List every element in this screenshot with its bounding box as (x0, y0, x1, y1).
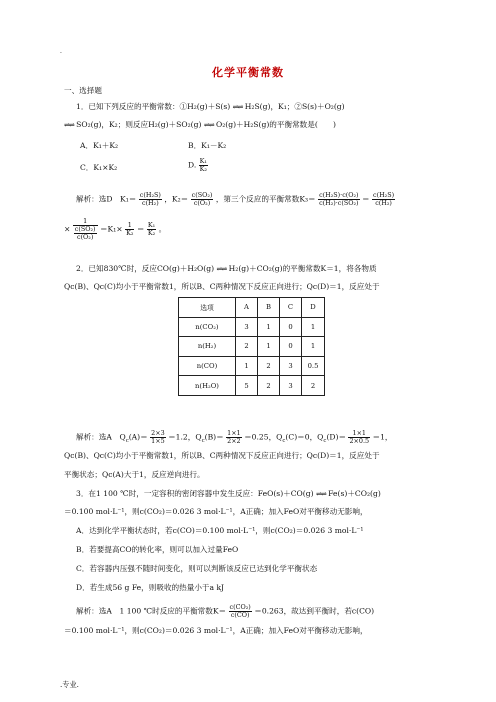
q2-exp-b: ＝1.2，Q (168, 432, 202, 442)
fraction-denominator: 2×0.5 (349, 437, 370, 445)
q2-line1a-text: 2．已知830℃时，反应CO(g)＋H₂O(g) (76, 264, 215, 273)
subscript: c (201, 437, 205, 444)
table-cell: n(CO) (179, 356, 236, 376)
q2-explanation-line1 (76, 430, 393, 445)
table-cell: 3 (280, 376, 302, 396)
inner-fraction (74, 226, 97, 241)
q3-option-a: A．达到化学平衡状态时，若c(CO)＝0.100 mol·L⁻¹，则c(CO₂)＝0.026 3 mol·L⁻¹ (76, 526, 364, 535)
k3-fraction-2 (372, 192, 395, 207)
result-fraction (147, 222, 156, 237)
equilibrium-arrow-icon: ⇌⇌ (64, 121, 74, 129)
q1-line2b-text: O₂(g)＋H₂S(g)的平衡常数是( ) (215, 120, 336, 129)
table-cell: 0.5 (302, 356, 325, 376)
equilibrium-arrow-icon: ⇌⇌ (316, 490, 326, 498)
fraction-denominator: c(H₂)·c(SO₂) (319, 199, 359, 207)
fraction-numerator: 1 (73, 218, 98, 226)
subscript: c (125, 437, 129, 444)
table-cell: 1 (302, 337, 325, 357)
page-footer: .专业. (60, 680, 79, 689)
table-cell: 3 (236, 317, 258, 337)
q3-exp-b: ＝0.263，故达到平衡时，若c(CO) (254, 606, 375, 616)
q3-option-d: D．若生成56 g Fe，则吸收的热量小于a kJ (76, 583, 225, 592)
fraction-numerator: K₁ (199, 157, 207, 165)
fraction-denominator: 1×5 (151, 437, 165, 445)
q1-line1 (76, 102, 345, 112)
k1-fraction (139, 192, 162, 207)
q2-line1b-text: H₂(g)＋CO₂(g)的平衡常数K＝1，将各物质 (228, 264, 377, 273)
table-cell: 0 (280, 337, 302, 357)
q3-line1a-text: 3．在1 100 ℃时，一定容积的密闭容器中发生反应：FeO(s)＋CO(g) (76, 489, 314, 498)
fraction-numerator: c(H₂S)·c(O₂) (319, 191, 359, 199)
q1-exp2-b: ＝K₁× (99, 224, 123, 234)
q2-exp-c2: (C)＝0，Q (285, 432, 324, 442)
k-fraction (229, 604, 252, 619)
section-heading: 一、选择题 (64, 86, 102, 95)
q1-line1-text: 1．已知下列反应的平衡常数：①H₂(g)＋S(s) (76, 102, 231, 111)
table-header-cell: 选项 (179, 298, 236, 318)
q1-exp2-d: 。 (158, 224, 167, 234)
fraction-denominator: c(O₂) (193, 199, 211, 207)
q1-explanation-line1 (76, 192, 395, 207)
q3-explanation-line2: ＝0.100 mol·L⁻¹，则c(CO₂)＝0.026 3 mol·L⁻¹，A正确；加入FeO对平衡移动无影响， (64, 626, 368, 635)
q1-option-d (188, 158, 208, 173)
table-header-cell: B (258, 298, 280, 318)
q2-line1 (76, 264, 377, 274)
q3-explanation-line1 (76, 604, 374, 619)
fraction-denominator: K₂ (147, 229, 156, 237)
fraction-numerator: c(SO₂) (74, 225, 96, 233)
table-cell: 1 (258, 317, 280, 337)
q1-option-d-label: D. (188, 160, 197, 170)
qa-fraction (150, 430, 166, 445)
fraction-denominator: c(CO) (230, 611, 250, 619)
q1-option-b: B．K₁－K₂ (188, 141, 227, 150)
q1-exp2-c: ＝ (136, 224, 145, 234)
fraction-denominator: K₂ (126, 229, 134, 237)
subscript: c (282, 437, 286, 444)
q1-option-d-fraction (199, 158, 208, 173)
subscript: c (323, 437, 327, 444)
q1-line2 (64, 120, 336, 130)
equilibrium-arrow-icon: ⇌⇌ (203, 121, 214, 129)
q1-line1b-text: H₂S(g)，K₁；②S(s)＋O₂(g) (244, 102, 345, 111)
fraction-denominator (73, 226, 98, 241)
q2-exp-e: ＝1， (372, 432, 393, 442)
fraction-numerator: c(H₂S) (373, 191, 395, 199)
k3-fraction (318, 192, 359, 207)
fraction-denominator: K₂ (199, 165, 207, 173)
table-row (179, 356, 325, 376)
fraction-numerator: c(SO₂) (191, 191, 213, 199)
q1-option-c: C．K₁×K₂ (80, 163, 118, 172)
header-dot: . (60, 48, 62, 55)
q3-option-b: B．若要提高CO的转化率，则可以加入过量FeO (76, 545, 239, 554)
q1-option-a: A．K₁＋K₂ (80, 141, 119, 150)
table-cell: 2 (236, 337, 258, 357)
table-cell: n(H₂) (179, 337, 236, 357)
q2-line2: Qc(B)、Qc(C)均小于平衡常数1，所以B、C两种情况下反应正向进行；Qc(D)＝1，反应处于 (64, 282, 380, 291)
table-header-row (179, 298, 325, 318)
q3-line1 (76, 489, 381, 499)
table-cell: 1 (302, 317, 325, 337)
q1-exp2-a: × (64, 224, 71, 234)
table-cell: 2 (258, 356, 280, 376)
q2-exp-d2: (D)＝ (326, 432, 347, 442)
fraction-numerator: 1×1 (227, 429, 241, 437)
q2-exp-b2: (B)＝ (204, 432, 224, 442)
q1-exp-a: 解析：选D K₁＝ (76, 194, 137, 204)
q3-line1b-text: Fe(s)＋CO₂(g) (328, 489, 381, 498)
table-header-cell: D (302, 298, 325, 318)
table-row (179, 337, 325, 357)
qd-fraction (348, 430, 370, 445)
equilibrium-arrow-icon: ⇌⇌ (216, 265, 227, 273)
fraction-numerator: K₁ (147, 221, 156, 229)
table-cell: 2 (258, 376, 280, 396)
qb-fraction (226, 430, 242, 445)
q2-exp-a2: (A)＝ (128, 432, 148, 442)
options-table (178, 297, 325, 396)
q3-option-c: C．若容器内压强不随时间变化，则可以判断该反应已达到化学平衡状态 (76, 564, 318, 573)
q2-exp-a: 解析：选A Q (76, 432, 126, 442)
table-header-cell: C (280, 298, 302, 318)
fraction-denominator: c(H₂) (141, 199, 159, 207)
fraction-numerator: c(H₂S) (139, 191, 161, 199)
k2-fraction (191, 192, 214, 207)
fraction-numerator: 2×3 (151, 429, 165, 437)
table-cell: 2 (302, 376, 325, 396)
table-cell: 5 (236, 376, 258, 396)
q2-explanation-line2: Qc(B)、Qc(C)均小于平衡常数1，所以B、C两种情况下反应正向进行；Qc(D)＝1，反应处于 (64, 451, 380, 460)
q1-exp-c: ，第三个反应的平衡常数K₃＝ (215, 194, 316, 204)
q1-exp-b: ，K₂＝ (164, 194, 189, 204)
q3-exp-a: 解析：选A 1 100 ℃时反应的平衡常数K＝ (76, 606, 227, 616)
table-cell: 0 (280, 317, 302, 337)
table-cell: n(H₂O) (179, 376, 236, 396)
nested-fraction (73, 218, 98, 241)
inverse-k2-fraction (125, 222, 134, 237)
fraction-denominator: c(O₂) (76, 233, 94, 241)
table-cell: 1 (236, 356, 258, 376)
equals-sign: ＝ (361, 194, 370, 204)
table-row (179, 317, 325, 337)
fraction-denominator: 2×2 (227, 437, 241, 445)
fraction-numerator: 1 (125, 222, 134, 230)
q1-explanation-line2 (64, 218, 166, 241)
fraction-denominator: c(H₂) (375, 199, 392, 207)
q3-line2: ＝0.100 mol·L⁻¹，则c(CO₂)＝0.026 3 mol·L⁻¹，A正确；加入FeO对平衡移动无影响， (64, 507, 368, 516)
table-cell: 3 (280, 356, 302, 376)
q2-exp-c: ＝0.25，Q (244, 432, 283, 442)
equilibrium-arrow-icon: ⇌⇌ (232, 103, 243, 111)
fraction-numerator: 1×1 (348, 430, 370, 438)
table-row (179, 376, 325, 396)
q2-explanation-line3: 平衡状态；Qc(A)大于1，反应逆向进行。 (64, 470, 205, 479)
q1-line2a-text: SO₂(g)，K₂；则反应H₂(g)＋SO₂(g) (76, 120, 202, 129)
fraction-numerator: c(CO₂) (229, 603, 251, 611)
table-header-cell: A (236, 298, 258, 318)
table-cell: n(CO₂) (179, 317, 236, 337)
page-title: 化学平衡常数 (212, 66, 284, 79)
table-cell: 1 (258, 337, 280, 357)
